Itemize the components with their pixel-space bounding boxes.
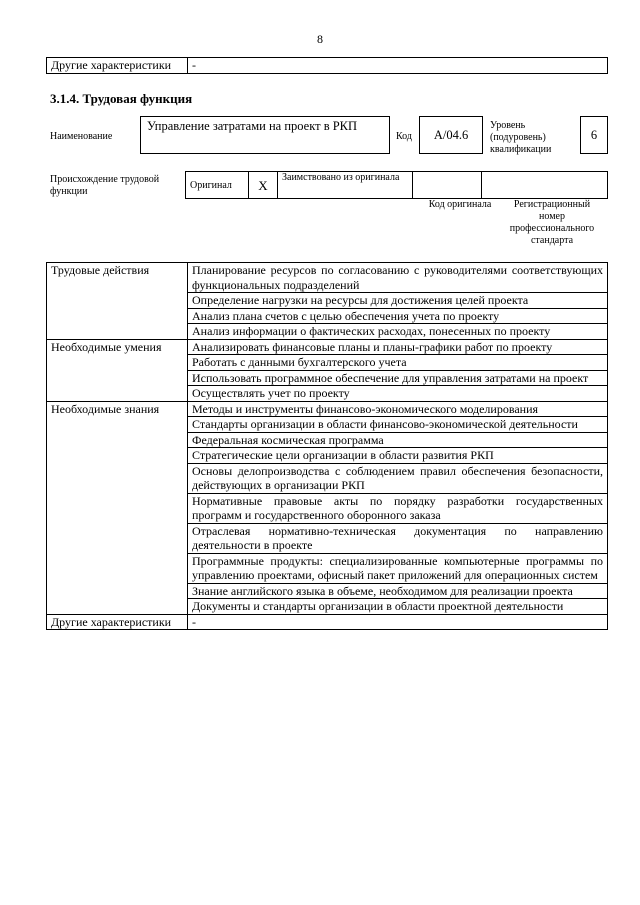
function-name-value: Управление затратами на проект в РКП — [147, 119, 358, 133]
table-cell: Анализ информации о фактических расходах, понесенных по проекту — [188, 324, 608, 340]
other-characteristics-value: - — [188, 58, 608, 74]
table-cell: Документы и стандарты организации в области проектной деятельности — [188, 599, 608, 615]
labor-function-table — [46, 262, 608, 630]
origin-table — [185, 171, 608, 199]
bottom-other-characteristics-value: - — [188, 614, 608, 630]
table-cell: Стандарты организации в области финансово-экономической деятельности — [188, 417, 608, 433]
level-label: Уровень (подуровень) квалификации — [490, 120, 552, 155]
borrowed-label: Заимствовано из оригинала — [278, 172, 413, 199]
table-cell: Основы делопроизводства с соблюдением правил обеспечения безопасности, действующих в организации РКП — [188, 463, 608, 493]
table-row — [47, 339, 608, 355]
table-cell: Методы и инструменты финансово-экономического моделирования — [188, 401, 608, 417]
table-cell: Знание английского языка в объеме, необходимом для реализации проекта — [188, 583, 608, 599]
table-cell: Планирование ресурсов по согласованию с руководителями соответствующих функциональных подразделений — [188, 263, 608, 293]
table-cell: Стратегические цели организации в области развития РКП — [188, 448, 608, 464]
table-row — [47, 401, 608, 417]
table-cell: Нормативные правовые акты по порядку разработки государственных программ и государственного оборонного заказа — [188, 493, 608, 523]
table-cell: Программные продукты: специализированные компьютерные программы по управлению проектами, офисный пакет приложений для операционных систем — [188, 553, 608, 583]
code-value: А/04.6 — [419, 116, 483, 154]
code-label: Код — [396, 131, 412, 142]
table-cell: Использовать программное обеспечение для управления затратами на проект — [188, 370, 608, 386]
group-title-skills: Необходимые умения — [47, 339, 188, 401]
original-label: Оригинал — [186, 172, 249, 199]
reg-number-cell — [482, 172, 608, 199]
table-cell: Отраслевая нормативно-техническая документация по направлению деятельности в проекте — [188, 523, 608, 553]
top-other-characteristics-row — [46, 57, 608, 74]
original-mark: X — [249, 172, 278, 199]
function-name-box — [140, 116, 390, 154]
table-cell: Определение нагрузки на ресурсы для достижения целей проекта — [188, 293, 608, 309]
table-cell: Анализировать финансовые планы и планы-графики работ по проекту — [188, 339, 608, 355]
reg-number-caption: Регистрационный номер профессионального стандарта — [509, 199, 595, 246]
code-original-caption: Код оригинала — [428, 199, 492, 210]
other-characteristics-label: Другие характеристики — [47, 58, 188, 74]
section-title: 3.1.4. Трудовая функция — [50, 91, 193, 106]
table-cell: Работать с данными бухгалтерского учета — [188, 355, 608, 371]
group-title-knowledge: Необходимые знания — [47, 401, 188, 614]
page-number: 8 — [317, 32, 323, 46]
code-original-cell — [413, 172, 482, 199]
origin-label: Происхождение трудовой функции — [50, 174, 160, 197]
table-row — [47, 263, 608, 293]
table-cell: Федеральная космическая программа — [188, 432, 608, 448]
name-label: Наименование — [50, 131, 113, 142]
group-title-actions: Трудовые действия — [47, 263, 188, 340]
level-value: 6 — [580, 116, 608, 154]
table-row — [47, 614, 608, 630]
table-cell: Осуществлять учет по проекту — [188, 386, 608, 402]
table-cell: Анализ плана счетов с целью обеспечения учета по проекту — [188, 308, 608, 324]
bottom-other-characteristics-label: Другие характеристики — [47, 614, 188, 630]
